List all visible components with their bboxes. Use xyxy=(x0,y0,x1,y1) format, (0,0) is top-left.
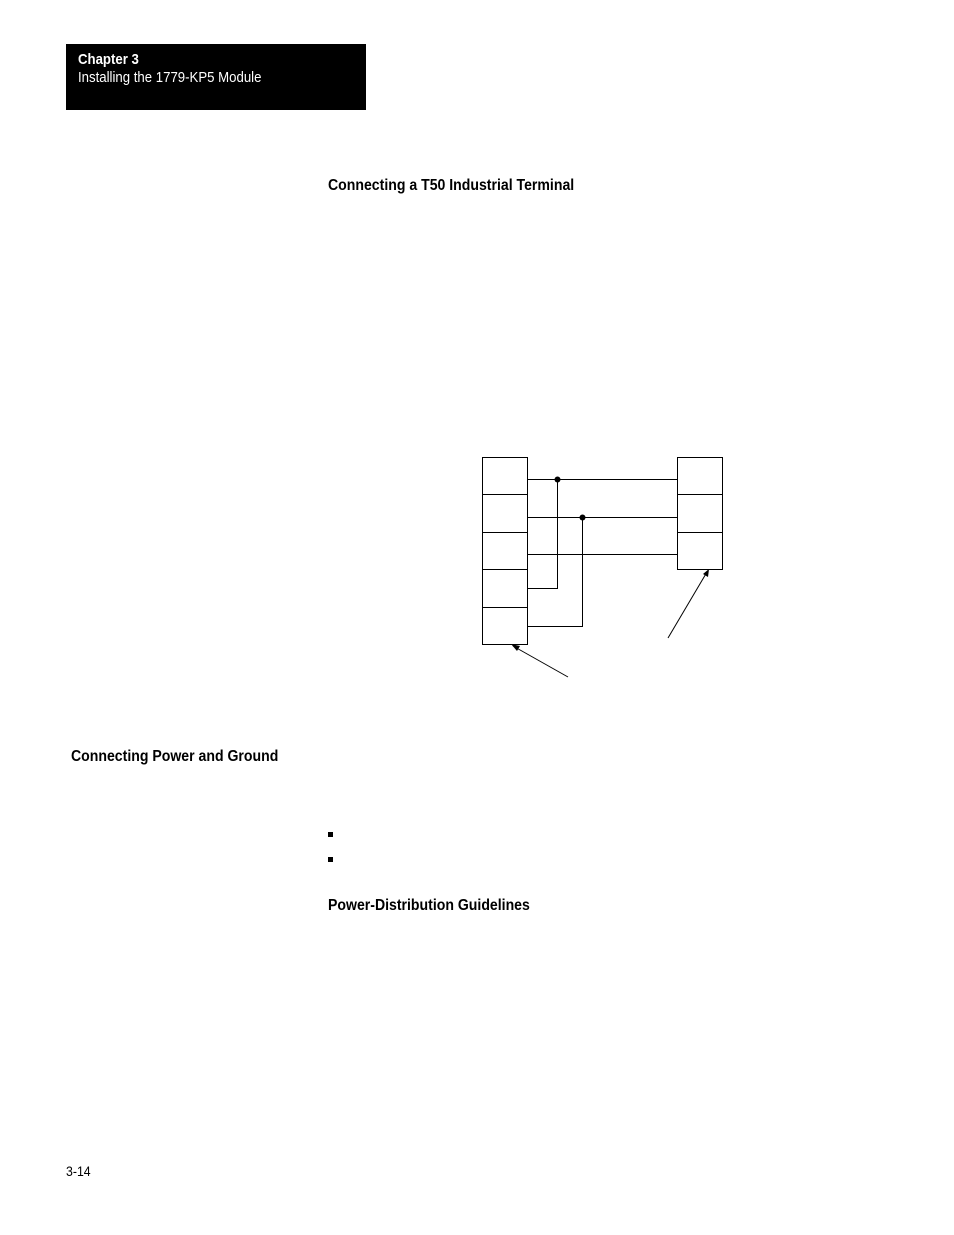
chapter-number: Chapter 3 xyxy=(78,51,139,68)
right-pin-3 xyxy=(678,533,723,570)
right-arrowhead xyxy=(703,569,709,577)
left-pin-2 xyxy=(483,495,528,533)
left-callout-line xyxy=(513,646,568,677)
left-pin-1 xyxy=(483,458,528,495)
page-number: 3-14 xyxy=(66,1163,91,1179)
left-arrowhead xyxy=(511,644,520,651)
right-callout-line xyxy=(668,572,707,638)
left-connector xyxy=(483,458,528,645)
right-connector xyxy=(678,458,723,570)
section-heading-t50-terminal: Connecting a T50 Industrial Terminal xyxy=(328,177,575,194)
bullet-marker-2 xyxy=(328,857,333,862)
left-pin-3 xyxy=(483,533,528,570)
left-pin-4 xyxy=(483,570,528,608)
junction-dot-2 xyxy=(580,515,586,521)
chapter-title: Installing the 1779-KP5 Module xyxy=(78,69,262,86)
section-heading-power-distribution: Power-Distribution Guidelines xyxy=(328,897,530,914)
bullet-marker-1 xyxy=(328,832,333,837)
wire-1-jumper xyxy=(528,480,558,589)
chapter-header xyxy=(66,44,366,110)
wire-2-jumper xyxy=(528,518,583,627)
section-heading-power-ground: Connecting Power and Ground xyxy=(71,748,279,765)
junction-dot-1 xyxy=(555,477,561,483)
right-pin-2 xyxy=(678,495,723,533)
left-pin-5 xyxy=(483,608,528,645)
wires xyxy=(528,480,678,627)
wiring-diagram xyxy=(470,450,740,685)
right-pin-1 xyxy=(678,458,723,495)
